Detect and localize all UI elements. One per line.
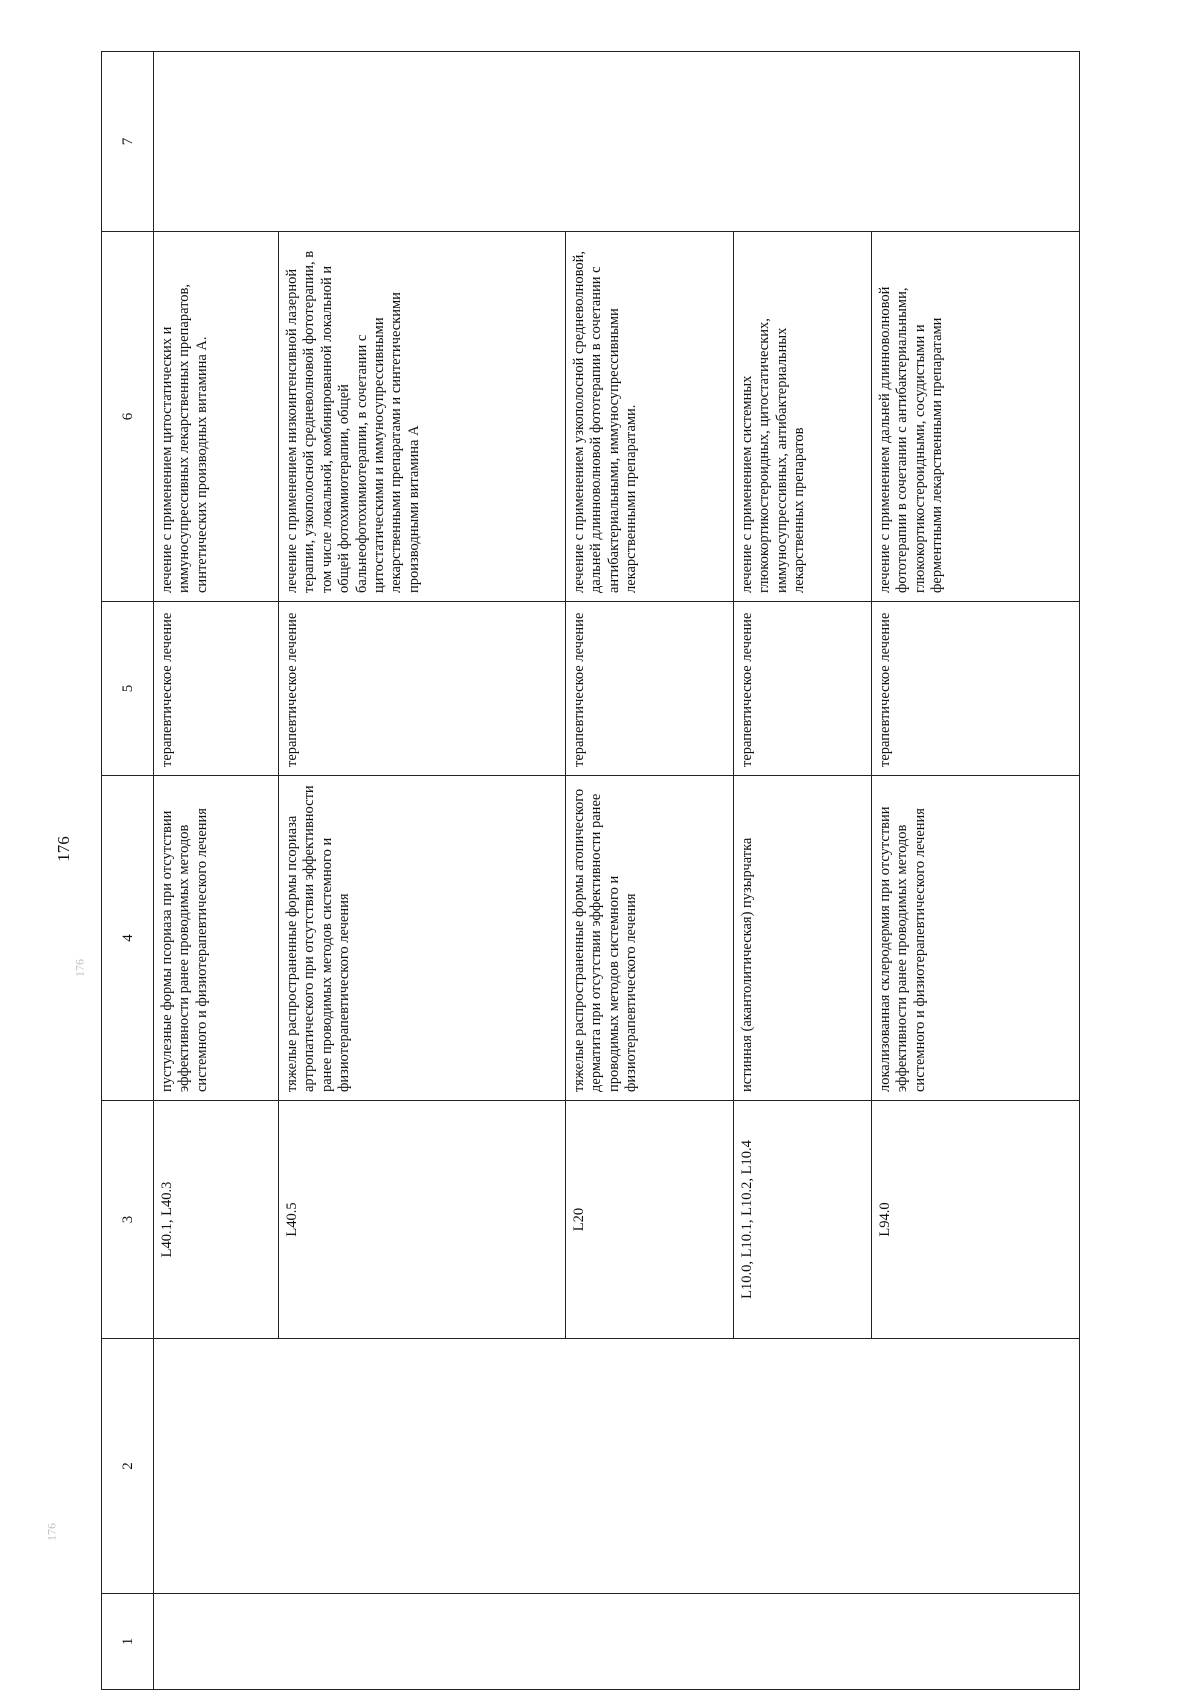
column-header: 2 bbox=[102, 1339, 154, 1594]
treatment-method: лечение с применением узкополосной средневолновой, дальней длинноволновой фототерапии в сочетании с антибактериальными, иммуносупрессивными лекарственными препаратами. bbox=[566, 232, 734, 602]
header-row bbox=[102, 52, 154, 1690]
treatment-type: терапевтическое лечение bbox=[279, 602, 566, 776]
treatment-type: терапевтическое лечение bbox=[872, 602, 1080, 776]
page-number: 176 bbox=[54, 836, 73, 862]
empty-cell bbox=[154, 1339, 1080, 1594]
rotated-table-container bbox=[101, 52, 1079, 1690]
column-header: 5 bbox=[102, 602, 154, 776]
condition-text: истинная (акантолитическая) пузырчатка bbox=[734, 776, 872, 1101]
column-header: 7 bbox=[102, 52, 154, 232]
diagnosis-code: L40.5 bbox=[279, 1101, 566, 1339]
diagnosis-code: L40.1, L40.3 bbox=[154, 1101, 279, 1339]
treatment-type: терапевтическое лечение bbox=[566, 602, 734, 776]
faint-page-mark: 176 bbox=[44, 1523, 59, 1541]
table-row bbox=[154, 52, 279, 1690]
treatment-method: лечение с применением системных глюкокортикостероидных, цитостатических, иммуносупрессивных, антибактериальных лекарственных препаратов bbox=[734, 232, 872, 602]
condition-text: локализованная склеродермия при отсутствии эффективности ранее проводимых методов системного и физиотерапевтического лечения bbox=[872, 776, 1080, 1101]
diagnosis-code: L10.0, L10.1, L10.2, L10.4 bbox=[734, 1101, 872, 1339]
treatment-table bbox=[101, 51, 1080, 1690]
diagnosis-code: L20 bbox=[566, 1101, 734, 1339]
diagnosis-code: L94.0 bbox=[872, 1101, 1080, 1339]
treatment-method: лечение с применением низкоинтенсивной лазерной терапии, узкополосной средневолновой фототерапии, в том числе локальной, комбинированной локальной и общей фотохимиотерапии, общей бальнеофотохимиотерапии, в сочетании с цитостатическими и иммуносупрессивными лекарственными препаратами и синтетическими производными витамина А bbox=[279, 232, 566, 602]
column-header: 6 bbox=[102, 232, 154, 602]
treatment-method: лечение с применением цитостатических и иммуносупрессивных лекарственных препаратов, синтетических производных витамина А. bbox=[154, 232, 279, 602]
column-header: 1 bbox=[102, 1594, 154, 1690]
treatment-method: лечение с применением дальней длинноволновой фототерапии в сочетании с антибактериальными, глюкокортикостероидными, сосудистыми и ферментными лекарственными препаратами bbox=[872, 232, 1080, 602]
empty-cell bbox=[154, 1594, 1080, 1690]
column-header: 4 bbox=[102, 776, 154, 1101]
treatment-type: терапевтическое лечение bbox=[154, 602, 279, 776]
condition-text: пустулезные формы псориаза при отсутствии эффективности ранее проводимых методов системного и физиотерапевтического лечения bbox=[154, 776, 279, 1101]
empty-cell bbox=[154, 52, 1080, 232]
condition-text: тяжелые распространенные формы псориаза артропатического при отсутствии эффективности ранее проводимых методов системного и физиотерапевтического лечения bbox=[279, 776, 566, 1101]
column-header: 3 bbox=[102, 1101, 154, 1339]
condition-text: тяжелые распространенные формы атопического дерматита при отсутствии эффективности ранее проводимых методов системного и физиотерапевтического лечения bbox=[566, 776, 734, 1101]
treatment-type: терапевтическое лечение bbox=[734, 602, 872, 776]
faint-page-mark: 176 bbox=[72, 959, 87, 977]
